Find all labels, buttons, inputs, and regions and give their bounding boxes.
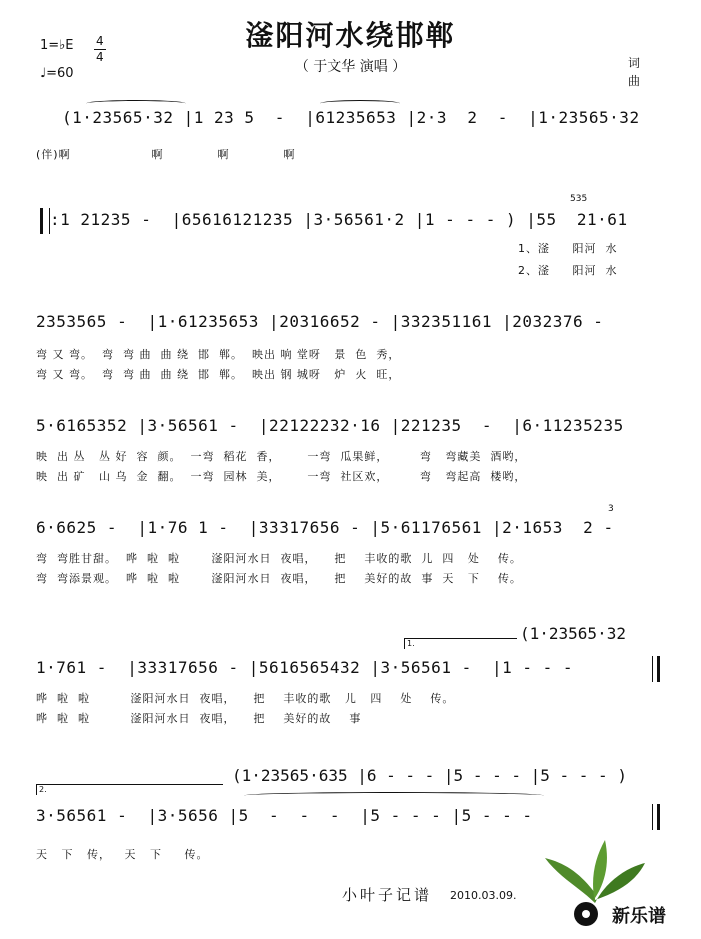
staff-row <box>0 785 701 832</box>
lyric-line: 2、滏 阳河 水 <box>518 264 618 277</box>
final-barline <box>652 804 660 830</box>
meter-bottom: 4 <box>96 50 104 64</box>
repeat-end <box>652 656 660 682</box>
lyricist-label: 词 <box>628 56 641 70</box>
interlude-notation: (1·23565·32 <box>520 624 626 643</box>
staff-row <box>0 308 701 338</box>
lyric-line: 映 出 矿 山 乌 金 翻。 一弯 园林 美， 一弯 社区欢， 弯 弯起高 楼哟， <box>36 470 527 483</box>
lyric-line: 弯 弯胜甘甜。 哗 啦 啦 滏阳河水日 夜唱， 把 丰收的歌 儿 四 处 传。 <box>36 552 522 565</box>
lyric-line: 弯 弯添景观。 哗 啦 啦 滏阳河水日 夜唱， 把 美好的故 事 天 下 传。 <box>36 572 522 585</box>
site-logo-text: 新乐谱 <box>612 906 666 927</box>
transcriber-signature: 小叶子记谱 <box>342 886 433 904</box>
slur <box>86 100 186 107</box>
song-title: 滏阳河水绕邯郸 <box>245 19 456 52</box>
volta-bracket <box>404 638 517 649</box>
notation: (1·23565·32 |1 23 5 - |61235653 |2·3 2 - |1·23565·32 <box>62 108 640 127</box>
grace-notes: 535 <box>570 194 588 204</box>
disc-logo-icon <box>574 902 598 926</box>
staff-row <box>0 412 701 442</box>
lyric-line: 哗 啦 啦 滏阳河水日 夜唱， 把 美好的故 事 <box>36 712 362 725</box>
volta-label: 2. <box>39 785 47 794</box>
staff-row <box>0 194 701 236</box>
lyric-line: 映 出 丛 丛 好 容 颜。 一弯 稻花 香， 一弯 瓜果鲜， 弯 弯藏美 酒哟， <box>36 450 527 463</box>
volta-label: 1. <box>407 639 415 648</box>
lyric-line: 弯 又 弯。 弯 弯 曲 曲 绕 邯 郸。 映出 响 堂呀 景 色 秀， <box>36 348 401 361</box>
slur <box>244 792 544 799</box>
triplet-mark: 3 <box>608 504 614 514</box>
slur <box>320 100 400 107</box>
staff-row <box>0 639 701 684</box>
volta-bracket <box>36 784 223 795</box>
leaf-logo-icon <box>540 838 650 908</box>
key-signature: 1=♭E <box>40 38 74 53</box>
notation: 5·6165352 |3·56561 - |22122232·16 |221235 - |6·11235235 <box>36 416 624 435</box>
composer-label: 曲 <box>628 74 641 88</box>
staff-row <box>0 504 701 544</box>
meter-top: 4 <box>96 34 104 48</box>
notation: 3·56561 - |3·5656 |5 - - - |5 - - - |5 - - - <box>36 806 533 825</box>
lyric-line: 弯 又 弯。 弯 弯 曲 曲 绕 邯 郸。 映出 钢 城呀 炉 火 旺， <box>36 368 401 381</box>
lyric-line: 哗 啦 啦 滏阳河水日 夜唱， 把 丰收的歌 儿 四 处 传。 <box>36 692 455 705</box>
tempo-marking: ♩=60 <box>40 66 74 81</box>
notation: 1·761 - |33317656 - |5616565432 |3·56561 - |1 - - - <box>36 658 574 677</box>
coda-notation: (1·23565·635 |6 - - - |5 - - - |5 - - - ) <box>232 766 627 785</box>
notation: 6·6625 - |1·76 1 - |33317656 - |5·61176561 |2·1653 2 - <box>36 518 614 537</box>
transcription-date: 2010.03.09. <box>450 889 517 902</box>
lyric-line: 天 下 传， 天 下 传。 <box>36 848 209 861</box>
staff-row <box>0 104 701 134</box>
lyric-line: (伴)啊 啊 啊 啊 <box>36 148 296 161</box>
repeat-start <box>40 208 50 234</box>
lyric-line: 1、滏 阳河 水 <box>518 242 618 255</box>
notation: 2353565 - |1·61235653 |20316652 - |332351161 |2032376 - <box>36 312 604 331</box>
performer-credit: （ 于文华 演唱 ） <box>294 59 407 75</box>
time-signature <box>94 34 106 65</box>
notation: :1 21235 - |65616121235 |3·56561·2 |1 - - - ) |55 21·61 <box>50 210 628 229</box>
